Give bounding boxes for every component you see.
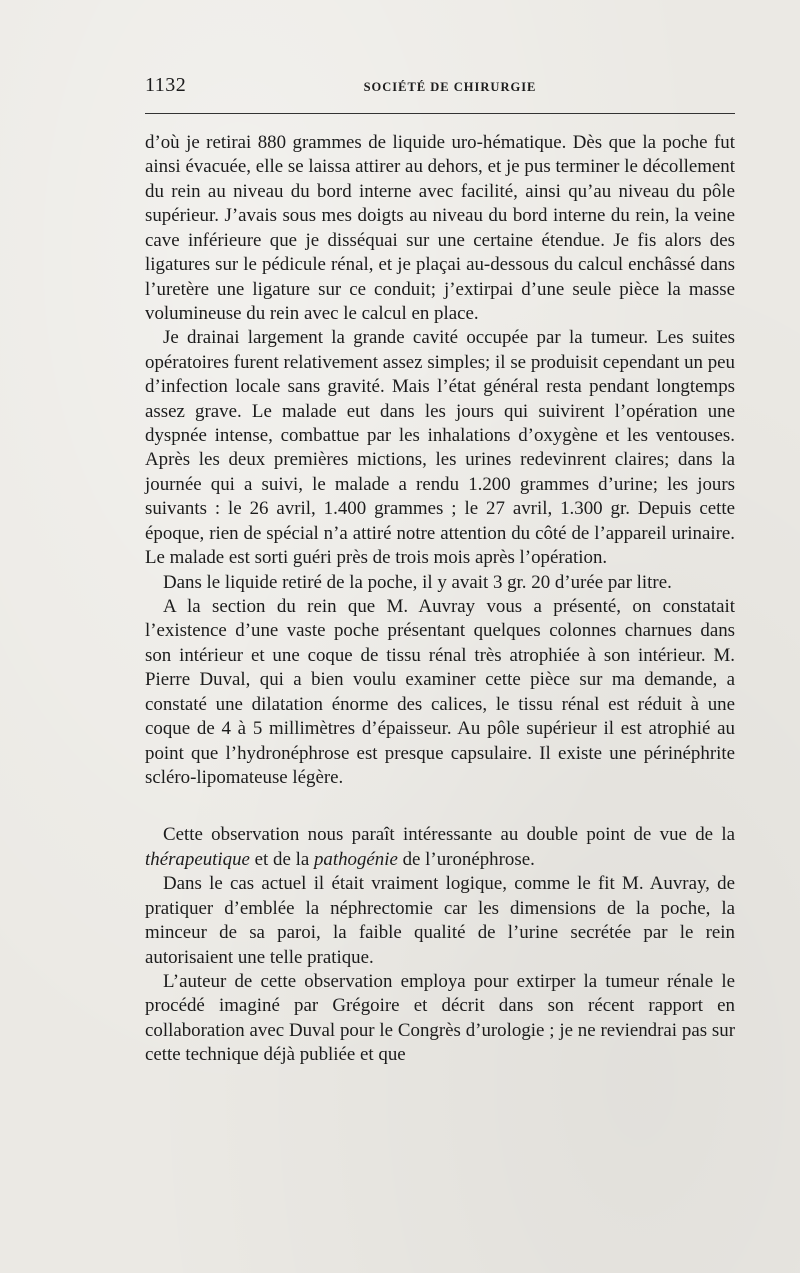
paragraph-5-part-1: Cette observation nous paraît intéressante au double point de vue de la <box>163 824 735 846</box>
header-rule <box>145 113 735 114</box>
paragraph-5-italic-pathogenie: pathogénie <box>313 848 398 870</box>
paragraph-1: d’où je retirai 880 grammes de liquide uro-hématique. Dès que la poche fut ainsi évacuée, elle se laissa attirer au dehors, et je pus terminer le décollement du rein au niveau du bord interne avec facilité, ainsi qu’au niveau du pôle supérieur. J’avais sous mes doigts au niveau du bord interne du rein, la veine cave inférieure que je disséquai sur une certaine étendue. Je fis alors des ligatures sur le pédicule rénal, et je plaçai au-dessous du calcul enchâssé dans l’uretère une ligature sur ce conduit; j’extirpai d’une seule pièce la masse volumineuse du rein avec le calcul en place. <box>145 132 735 324</box>
paragraph-5-italic-therapeutique: thérapeutique <box>145 848 250 870</box>
paragraph-5-part-2: et de la <box>249 848 314 870</box>
paragraph-5 <box>145 823 735 872</box>
paragraph-4: A la section du rein que M. Auvray vous a présenté, on constatait l’existence d’une vaste poche présentant quelques colonnes charnues dans son intérieur et une coque de tissu rénal très atrophiée à son intérieur. M. Pierre Duval, qui a bien voulu examiner cette pièce sur ma demande, a constaté une dilatation énorme des calices, le tissu rénal est réduit à une coque de 4 à 5 millimètres d’épaisseur. Au pôle supérieur il est atrophié au point que l’hydronéphrose est presque capsulaire. Il existe une périnéphrite scléro-lipomateuse légère. <box>145 596 735 788</box>
paragraph-2: Je drainai largement la grande cavité occupée par la tumeur. Les suites opératoires furent relativement assez simples; il se produisit cependant un peu d’infection locale sans gravité. Mais l’état général resta pendant longtemps assez grave. Le malade eut dans les jours qui suivirent l’opération une dyspnée intense, combattue par les inhalations d’oxygène et les ventouses. Après les deux premières mictions, les urines redevinrent claires; dans la journée qui a suivi, le malade a rendu 1.200 grammes d’urine; les jours suivants : le 26 avril, 1.400 grammes ; le 27 avril, 1.300 gr. Depuis cette époque, rien de spécial n’a attiré notre attention du côté de l’appareil urinaire. Le malade est sorti guéri près de trois mois après l’opération. <box>145 327 735 569</box>
running-head: SOCIÉTÉ DE CHIRURGIE <box>363 80 537 94</box>
paragraph-7: L’auteur de cette observation employa pour extirper la tumeur rénale le procédé imaginé par Grégoire et décrit dans son récent rapport en collaboration avec Duval pour le Congrès d’urologie ; je ne reviendrai pas sur cette technique déjà publiée et que <box>145 970 735 1066</box>
paragraph-5-part-3: de l’uronéphrose. <box>397 848 535 870</box>
paragraph-6: Dans le cas actuel il était vraiment logique, comme le fit M. Auvray, de pratiquer d’emblée la néphrectomie car les dimensions de la poche, la minceur de sa paroi, la faible qualité de l’urine secrétée par le rein autorisaient une telle pratique. <box>145 873 735 968</box>
page-number: 1132 <box>145 74 187 96</box>
page-header <box>145 74 735 102</box>
paragraph-3: Dans le liquide retiré de la poche, il y avait 3 gr. 20 d’urée par litre. <box>163 571 672 593</box>
body-text <box>145 131 735 1068</box>
